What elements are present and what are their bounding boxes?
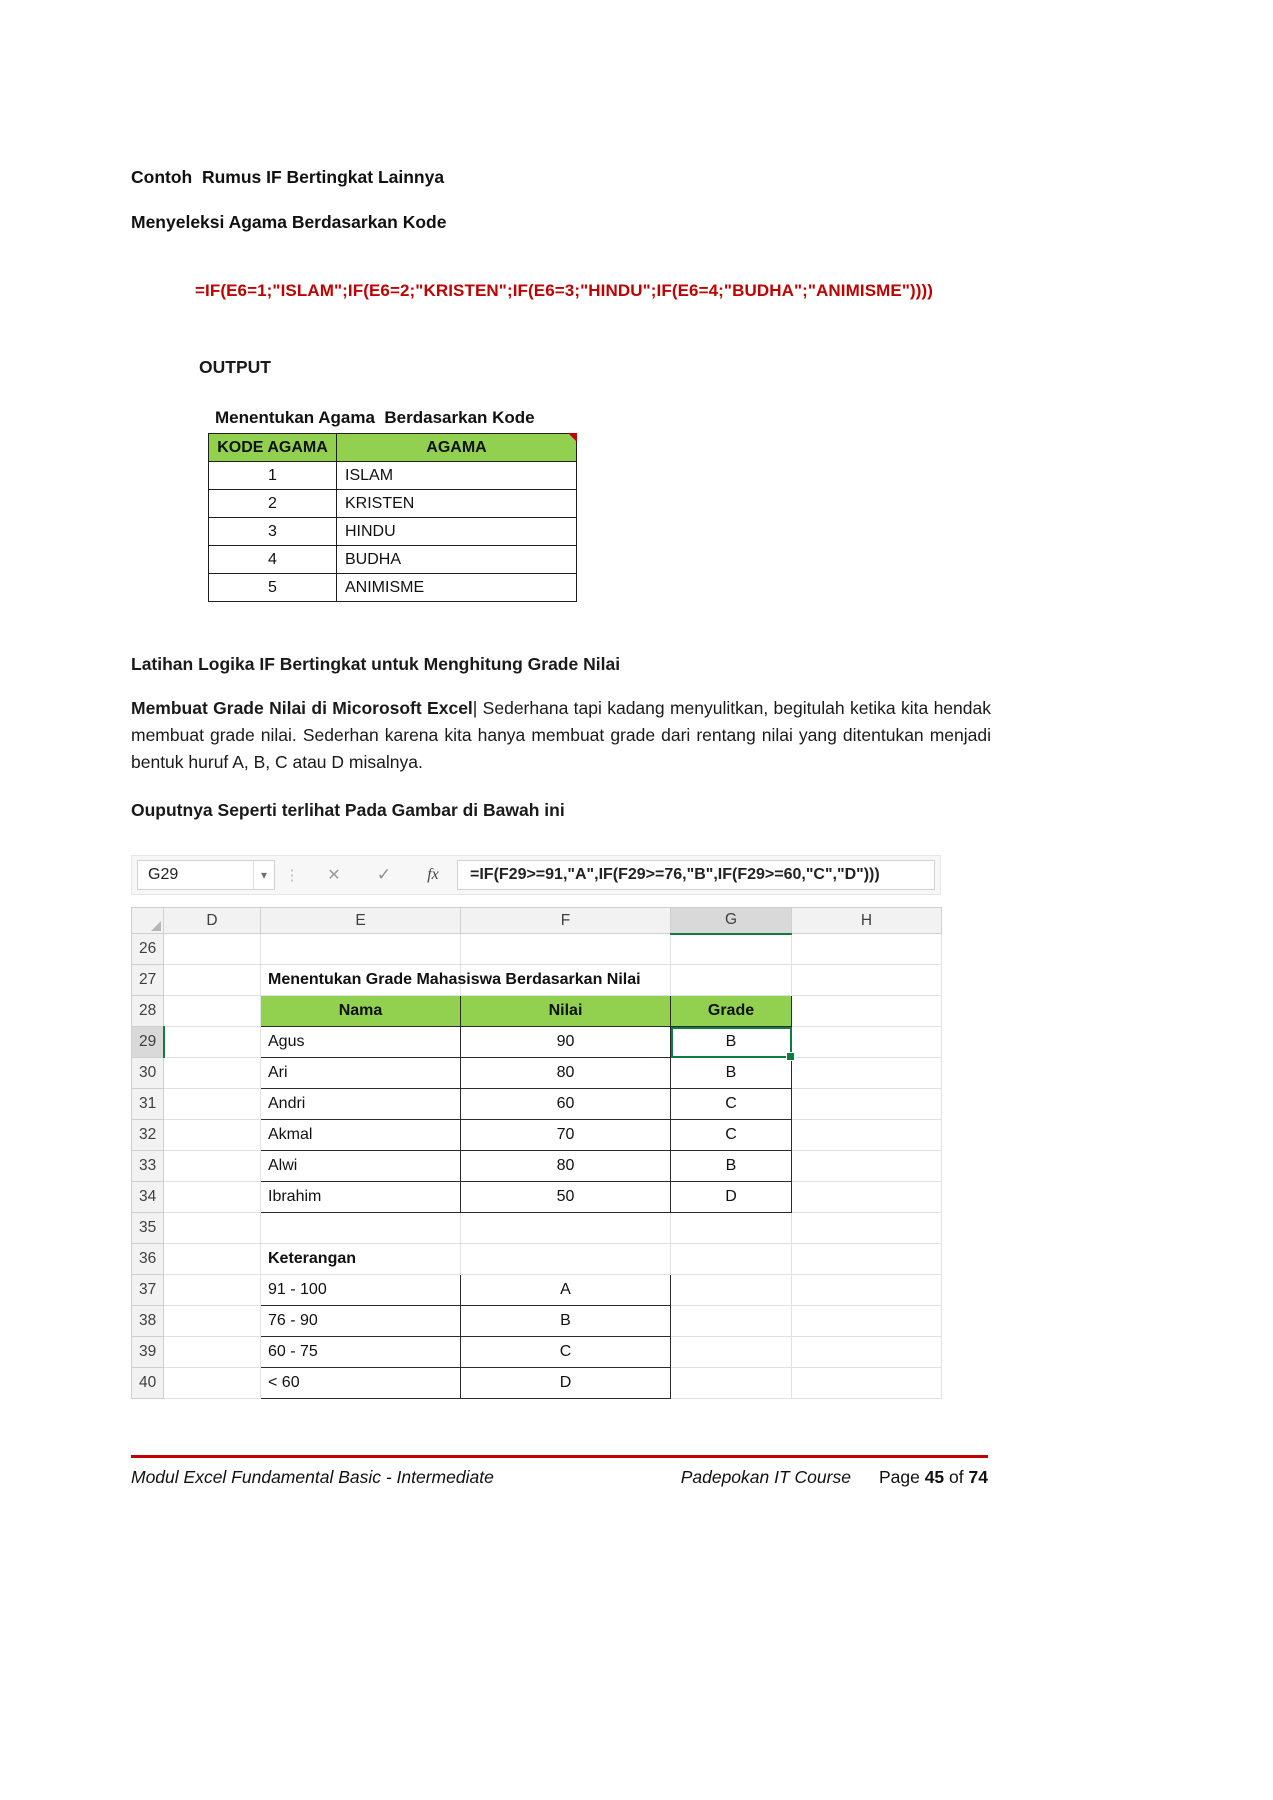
cell-text-F38: B (560, 1312, 571, 1329)
cell-G32[interactable] (671, 1120, 792, 1151)
agama-name-cell: BUDHA (337, 546, 577, 574)
cell-E35[interactable] (261, 1213, 461, 1244)
column-header-F[interactable]: F (461, 908, 671, 934)
cell-text-E36: Keterangan (268, 1250, 357, 1267)
row-header-34[interactable]: 34 (132, 1182, 164, 1213)
enter-icon[interactable]: ✓ (376, 865, 392, 884)
sheet-row-37 (132, 1275, 942, 1306)
formula-bar-icons (275, 865, 457, 885)
cell-D33[interactable] (164, 1151, 261, 1182)
cell-H30[interactable] (792, 1058, 942, 1089)
column-header-G[interactable]: G (671, 908, 792, 934)
cell-G36[interactable] (671, 1244, 792, 1275)
cell-G28[interactable] (671, 996, 792, 1027)
row-header-35[interactable]: 35 (132, 1213, 164, 1244)
cell-text-G28: Grade (707, 1002, 755, 1019)
cell-F33[interactable] (461, 1151, 671, 1182)
cell-text-F29: 90 (556, 1033, 575, 1050)
row-header-29[interactable]: 29 (132, 1027, 164, 1058)
cell-F29[interactable] (461, 1027, 671, 1058)
cell-G33[interactable] (671, 1151, 792, 1182)
agama-name-cell: HINDU (337, 518, 577, 546)
row-header-31[interactable]: 31 (132, 1089, 164, 1120)
cell-H28[interactable] (792, 996, 942, 1027)
cell-F40[interactable] (461, 1368, 671, 1399)
cell-text-E27: Menentukan Grade Mahasiswa Berdasarkan Nilai (268, 971, 641, 988)
footer-text-row (131, 1467, 988, 1488)
cell-text-F40: D (559, 1374, 572, 1391)
cell-G40[interactable] (671, 1368, 792, 1399)
cell-text-F34: 50 (556, 1188, 575, 1205)
cell-text-F39: C (559, 1343, 572, 1360)
row-header-37[interactable]: 37 (132, 1275, 164, 1306)
cell-D36[interactable] (164, 1244, 261, 1275)
cell-text-E40: < 60 (268, 1374, 300, 1391)
heading-ouputnya: Ouputnya Seperti terlihat Pada Gambar di Bawah ini (131, 800, 565, 820)
cell-E38[interactable] (261, 1306, 461, 1337)
footer-page-number (879, 1467, 988, 1488)
name-box-dropdown-icon[interactable]: ▾ (253, 861, 274, 889)
row-header-26[interactable]: 26 (132, 934, 164, 965)
cell-F38[interactable] (461, 1306, 671, 1337)
column-header-H[interactable]: H (792, 908, 942, 934)
cell-E37[interactable] (261, 1275, 461, 1306)
sheet-row-26 (132, 934, 942, 965)
cell-text-E34: Ibrahim (268, 1188, 322, 1205)
row-header-28[interactable]: 28 (132, 996, 164, 1027)
cell-F32[interactable] (461, 1120, 671, 1151)
cell-D30[interactable] (164, 1058, 261, 1089)
excel-screenshot (131, 855, 941, 1399)
footer-page-current: 45 (924, 1467, 945, 1487)
row-header-27[interactable]: 27 (132, 965, 164, 996)
cell-text-E30: Ari (268, 1064, 288, 1081)
cell-E36[interactable] (261, 1244, 461, 1275)
spreadsheet-grid (131, 907, 942, 1399)
cell-text-E28: Nama (338, 1002, 383, 1019)
cell-G34[interactable] (671, 1182, 792, 1213)
cell-D34[interactable] (164, 1182, 261, 1213)
row-header-30[interactable]: 30 (132, 1058, 164, 1089)
cell-text-E33: Alwi (268, 1157, 298, 1174)
heading-contoh-rumus: Contoh Rumus IF Bertingkat Lainnya (131, 167, 445, 187)
cell-F35[interactable] (461, 1213, 671, 1244)
cell-E29[interactable] (261, 1027, 461, 1058)
cell-text-G34: D (725, 1188, 737, 1205)
cell-D31[interactable] (164, 1089, 261, 1120)
footer-rule (131, 1455, 988, 1458)
sheet-row-35 (132, 1213, 942, 1244)
cell-F30[interactable] (461, 1058, 671, 1089)
cell-G38[interactable] (671, 1306, 792, 1337)
cell-G26[interactable] (671, 934, 792, 965)
cell-D39[interactable] (164, 1337, 261, 1368)
cell-text-E32: Akmal (268, 1126, 313, 1143)
cell-text-G30: B (725, 1064, 737, 1081)
agama-table-figure (208, 408, 576, 602)
cell-E28[interactable] (261, 996, 461, 1027)
cell-H29[interactable] (792, 1027, 942, 1058)
cell-F31[interactable] (461, 1089, 671, 1120)
cell-E40[interactable] (261, 1368, 461, 1399)
cell-text-E39: 60 - 75 (268, 1343, 318, 1360)
name-box-value: G29 (148, 866, 179, 883)
column-header-D[interactable]: D (164, 908, 261, 934)
cell-text-E38: 76 - 90 (268, 1312, 318, 1329)
cell-E34[interactable] (261, 1182, 461, 1213)
cell-text-G31: C (725, 1095, 737, 1112)
sheet-row-32 (132, 1120, 942, 1151)
sheet-row-31 (132, 1089, 942, 1120)
row-header-38[interactable]: 38 (132, 1306, 164, 1337)
row-header-33[interactable]: 33 (132, 1151, 164, 1182)
row-header-40[interactable]: 40 (132, 1368, 164, 1399)
cell-text-G29: B (725, 1033, 737, 1050)
sheet-row-28 (132, 996, 942, 1027)
paragraph-lead-bold: Membuat Grade Nilai di Micorosoft Excel (131, 698, 473, 718)
formula-bar-row (131, 855, 941, 895)
agama-kode-cell: 1 (209, 462, 337, 490)
agama-kode-cell: 4 (209, 546, 337, 574)
cell-F39[interactable] (461, 1337, 671, 1368)
footer-right-group (681, 1467, 988, 1488)
cell-H31[interactable] (792, 1089, 942, 1120)
cell-F37[interactable] (461, 1275, 671, 1306)
output-label: OUTPUT (199, 357, 271, 377)
footer-page-label: Page (878, 1467, 920, 1487)
cell-F34[interactable] (461, 1182, 671, 1213)
cell-H34[interactable] (792, 1182, 942, 1213)
cell-H40[interactable] (792, 1368, 942, 1399)
footer-of-label: of (949, 1467, 964, 1487)
column-header-E[interactable]: E (261, 908, 461, 934)
sheet-row-36 (132, 1244, 942, 1275)
sheet-row-38 (132, 1306, 942, 1337)
formula-text: =IF(F29>=91,"A",IF(F29>=76,"B",IF(F29>=60,"C","D"))) (470, 866, 880, 883)
row-header-39[interactable]: 39 (132, 1337, 164, 1368)
cell-D27[interactable] (164, 965, 261, 996)
cell-text-G33: B (725, 1157, 737, 1174)
cell-text-F37: A (560, 1281, 571, 1298)
footer-page-total: 74 (968, 1467, 988, 1487)
column-header-row (132, 908, 942, 934)
agama-kode-cell: 3 (209, 518, 337, 546)
agama-row (209, 462, 577, 490)
cell-D37[interactable] (164, 1275, 261, 1306)
cell-text-G32: C (725, 1126, 737, 1143)
agama-row (209, 574, 577, 602)
cell-F26[interactable] (461, 934, 671, 965)
cell-D35[interactable] (164, 1213, 261, 1244)
page-footer (131, 1455, 988, 1488)
cell-D26[interactable] (164, 934, 261, 965)
cell-D40[interactable] (164, 1368, 261, 1399)
document-page (131, 0, 991, 1488)
heading-latihan-logika: Latihan Logika IF Bertingkat untuk Menghitung Grade Nilai (131, 654, 621, 674)
footer-course-name: Padepokan IT Course (680, 1467, 851, 1487)
cell-H39[interactable] (792, 1337, 942, 1368)
cell-G37[interactable] (671, 1275, 792, 1306)
cell-text-E29: Agus (268, 1033, 305, 1050)
cell-G29[interactable] (671, 1027, 792, 1058)
cell-H35[interactable] (792, 1213, 942, 1244)
insert-function-icon[interactable]: fx (427, 866, 439, 883)
cell-E32[interactable] (261, 1120, 461, 1151)
cell-G30[interactable] (671, 1058, 792, 1089)
cell-text-E31: Andri (268, 1095, 306, 1112)
row-header-32[interactable]: 32 (132, 1120, 164, 1151)
cell-G31[interactable] (671, 1089, 792, 1120)
cell-G35[interactable] (671, 1213, 792, 1244)
footer-module-title: Modul Excel Fundamental Basic - Intermediate (131, 1467, 494, 1487)
cell-E27[interactable] (261, 965, 641, 996)
paragraph-body-text: | Sederhana tapi kadang menyulitkan, begitulah ketika kita hendak membuat grade nilai. Sederhan karena kita hanya membuat grade dari rentang nilai yang ditentukan menjadi bentuk huruf A, B, C atau D misalnya. (131, 698, 991, 772)
agama-table-title: Menentukan Agama Berdasarkan Kode (215, 408, 535, 427)
cell-D32[interactable] (164, 1120, 261, 1151)
agama-row (209, 490, 577, 518)
cell-text-F31: 60 (556, 1095, 575, 1112)
agama-header-row (209, 434, 577, 462)
row-header-36[interactable]: 36 (132, 1244, 164, 1275)
cell-text-E37: 91 - 100 (268, 1281, 327, 1298)
cell-F28[interactable] (461, 996, 671, 1027)
name-box[interactable] (137, 860, 275, 890)
cancel-icon[interactable]: ✕ (327, 867, 341, 884)
drag-handle-icon: ⋮ (284, 867, 300, 884)
cell-text-F30: 80 (556, 1064, 575, 1081)
body-paragraph (131, 695, 991, 776)
cell-F36[interactable] (461, 1244, 671, 1275)
agama-kode-cell: 2 (209, 490, 337, 518)
agama-header-kode: KODE AGAMA (209, 434, 337, 462)
select-all-corner[interactable] (132, 908, 164, 934)
cell-D38[interactable] (164, 1306, 261, 1337)
if-formula-agama: =IF(E6=1;"ISLAM";IF(E6=2;"KRISTEN";IF(E6=3;"HINDU";IF(E6=4;"BUDHA";"ANIMISME")))) (195, 281, 934, 300)
cell-H26[interactable] (792, 934, 942, 965)
sheet-row-30 (132, 1058, 942, 1089)
sheet-row-33 (132, 1151, 942, 1182)
cell-E31[interactable] (261, 1089, 461, 1120)
cell-D29[interactable] (164, 1027, 261, 1058)
cell-E39[interactable] (261, 1337, 461, 1368)
cell-H36[interactable] (792, 1244, 942, 1275)
agama-row (209, 546, 577, 574)
cell-H33[interactable] (792, 1151, 942, 1182)
cell-text-F33: 80 (556, 1157, 575, 1174)
cell-text-F32: 70 (556, 1126, 575, 1143)
formula-bar-input[interactable] (457, 860, 935, 890)
agama-row (209, 518, 577, 546)
cell-D28[interactable] (164, 996, 261, 1027)
cell-H38[interactable] (792, 1306, 942, 1337)
agama-header-agama: AGAMA (337, 434, 577, 462)
cell-H27[interactable] (792, 965, 942, 996)
agama-kode-cell: 5 (209, 574, 337, 602)
sheet-row-29 (132, 1027, 942, 1058)
heading-menyeleksi-agama: Menyeleksi Agama Berdasarkan Kode (131, 212, 447, 232)
sheet-row-34 (132, 1182, 942, 1213)
cell-G39[interactable] (671, 1337, 792, 1368)
cell-E26[interactable] (261, 934, 461, 965)
agama-table (208, 433, 577, 602)
agama-name-cell: ANIMISME (337, 574, 577, 602)
sheet-row-39 (132, 1337, 942, 1368)
cell-E33[interactable] (261, 1151, 461, 1182)
agama-name-cell: ISLAM (337, 462, 577, 490)
sheet-row-40 (132, 1368, 942, 1399)
cell-E30[interactable] (261, 1058, 461, 1089)
cell-G27[interactable] (671, 965, 792, 996)
sheet-row-27 (132, 965, 942, 996)
agama-name-cell: KRISTEN (337, 490, 577, 518)
cell-H37[interactable] (792, 1275, 942, 1306)
cell-H32[interactable] (792, 1120, 942, 1151)
cell-text-F28: Nilai (548, 1002, 583, 1019)
